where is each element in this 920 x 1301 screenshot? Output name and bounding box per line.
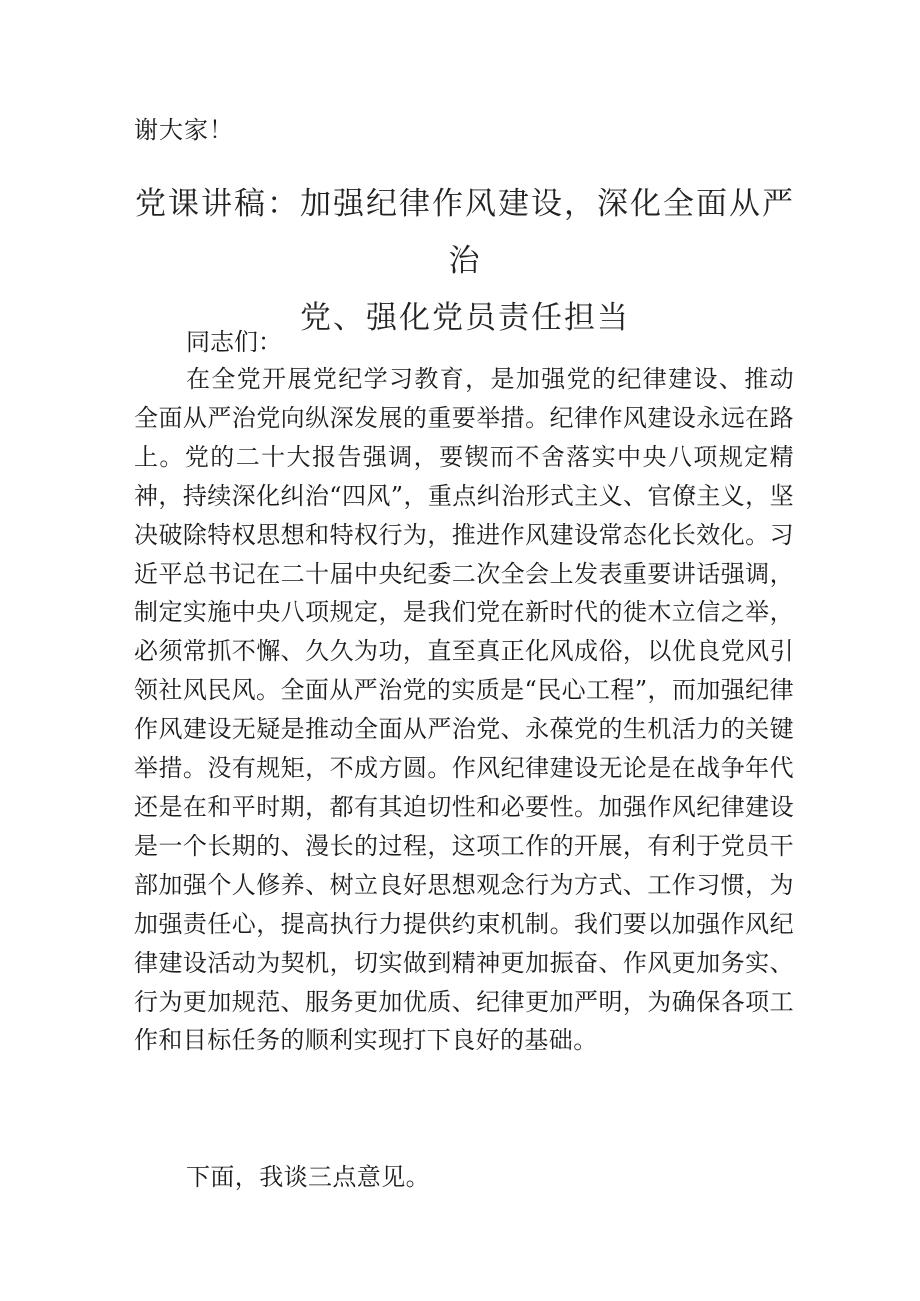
greeting: 同志们： — [186, 328, 282, 356]
body-paragraph: 在全党开展党纪学习教育，是加强党的纪律建设、推动全面从严治党向纵深发展的重要举措。纪律作风建设永远在路上。党的二十大报告强调，要锲而不舍落实中央八项规定精神，持续深化纠治“四风”，重点纠治形式主义、官僚主义，坚决破除特权思想和特权行为，推进作风建设常态化长效化。习近平总书记在二十届中央纪委二次全会上发表重要讲话强调，制定实施中央八项规定，是我们党在新时代的徙木立信之举，必须常抓不懈、久久为功，直至真正化风成俗，以优良党风引领社风民风。全面从严治党的实质是“民心工程”，而加强纪律作风建设无疑是推动全面从严治党、永葆党的生机活力的关键举措。没有规矩，不成方圆。作风纪律建设无论是在战争年代还是在和平时期，都有其迫切性和必要性。加强作风纪律建设是一个长期的、漫长的过程，这项工作的开展，有利于党员干部加强个人修养、树立良好思想观念行为方式、工作习惯，为加强责任心，提高执行力提供约束机制。我们要以加强作风纪律建设活动为契机，切实做到精神更加振奋、作风更加务实、行为更加规范、服务更加优质、纪律更加严明，为确保各项工作和目标任务的顺利实现打下良好的基础。 — [134, 365, 794, 1055]
closing-line: 谢大家！ — [134, 116, 234, 144]
body-paragraph: 下面，我谈三点意见。 — [186, 1163, 430, 1191]
title-line-1: 党课讲稿：加强纪律作风建设，深化全面从严治 — [135, 186, 795, 279]
title-line-2: 党、强化党员责任担当 — [300, 300, 630, 336]
